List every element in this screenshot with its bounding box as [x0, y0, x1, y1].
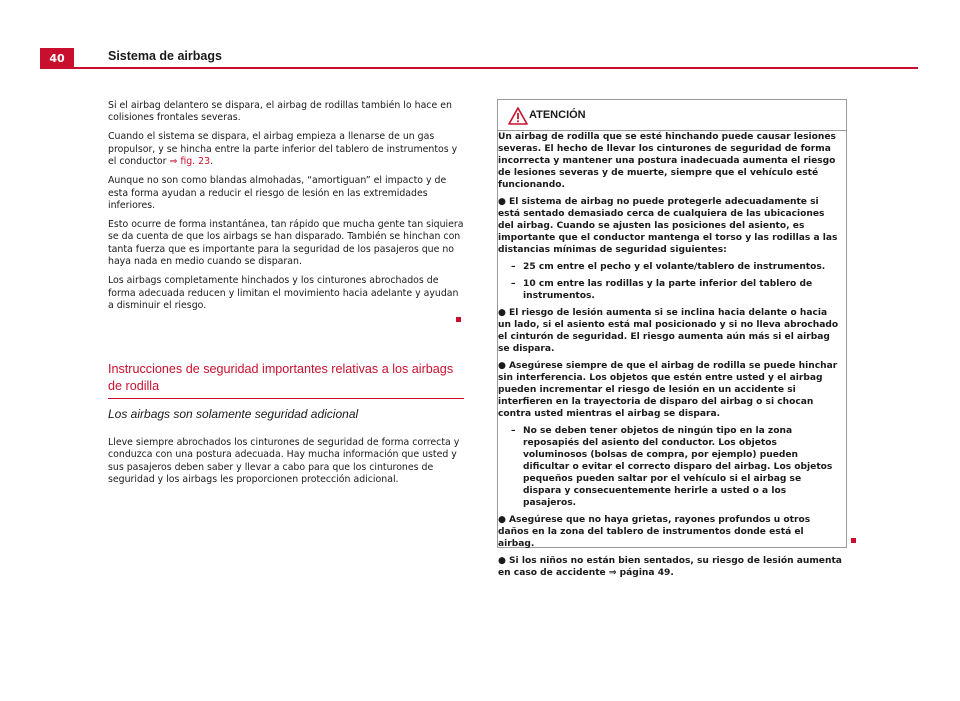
paragraph: Los airbags completamente hinchados y los cinturones abrochados de forma adecuada reducen y limitan el movimiento hacia adelante y ayudan a disminuir el riesgo. — [108, 275, 459, 312]
section-subtitle: Los airbags son solamente seguridad adicional — [108, 407, 359, 421]
section-title: Instrucciones de seguridad importantes relativas a los airbags de rodilla — [108, 362, 454, 393]
paragraph — [108, 131, 464, 168]
warning-subitem — [498, 278, 842, 302]
dash-icon: – — [511, 426, 516, 436]
bullet-icon: ● — [498, 556, 506, 566]
bullet-text: El riesgo de lesión aumenta si se inclina hacia delante o hacia un lado, si el asiento está mal posicionado y si no lleva abrochado el cinturón de seguridad. El riesgo aumenta aún más si el airbag se dispara. — [498, 308, 839, 354]
section-rule — [108, 398, 464, 399]
section-body: Lleve siempre abrochados los cinturones de seguridad de forma correcta y conduzca con una postura adecuada. Hay mucha información que usted y sus pasajeros deben saber y llevar a cabo para que los cinturones de seguridad y los airbags les proporcionen protección adicional. — [108, 437, 460, 486]
paragraph: Aunque no son como blandas almohadas, “amortiguan” el impacto y de esta forma ayudan a reducir el riesgo de lesión en las extremidades inferiores. — [108, 175, 447, 212]
warning-end-marker — [851, 538, 856, 543]
warning-bullet — [498, 196, 842, 256]
bullet-icon: ● — [498, 361, 506, 371]
bullet-icon: ● — [498, 515, 506, 525]
warning-bullet — [498, 514, 842, 550]
warning-header — [498, 100, 846, 131]
subitem-text: 10 cm entre las rodillas y la parte inferior del tablero de instrumentos. — [523, 279, 813, 301]
page-link[interactable]: ⇒ página 49 — [608, 568, 671, 578]
subitem-text: No se deben tener objetos de ningún tipo en la zona reposapiés del asiento del conductor. Los objetos voluminosos (bolsas de compra, por ejemplo) pueden dificultar o evitar el correcto disparo del airbag. Los objetos pequeños pueden saltar por el vehículo si el airbag se dispara y consecuentemente herirle a usted o a los pasajeros. — [523, 426, 833, 508]
warning-bullet — [498, 555, 842, 579]
intro-text — [108, 100, 464, 319]
subitem-text: 25 cm entre el pecho y el volante/tablero de instrumentos. — [523, 262, 826, 272]
warning-subitem — [498, 261, 842, 273]
warning-bullet — [498, 307, 842, 355]
bullet-icon: ● — [498, 197, 506, 207]
page-header-title: Sistema de airbags — [108, 49, 222, 63]
dash-icon: – — [511, 279, 516, 289]
warning-box — [497, 99, 847, 578]
header-rule — [40, 67, 918, 69]
paragraph: Esto ocurre de forma instantánea, tan rápido que mucha gente tan siquiera se da cuenta de que los airbags se han disparado. También se hinchan con tanta fuerza que es importante para la seguridad de los pasajeros que no haya nada en medio cuando se disparan. — [108, 219, 464, 268]
warning-triangle-icon — [508, 107, 528, 125]
page-number: 40 — [40, 48, 74, 68]
paragraph: Si el airbag delantero se dispara, el airbag de rodillas también lo hace en colisiones frontales severas. — [108, 100, 452, 124]
figure-link[interactable]: ⇒ fig. 23 — [169, 156, 211, 168]
warning-label: ATENCIÓN — [529, 109, 586, 121]
warning-intro: Un airbag de rodilla que se esté hinchando puede causar lesiones severas. El hecho de llevar los cinturones de seguridad de forma incorrecta y mantener una postura inadecuada aumenta el riesgo de lesiones severas y de muerte, siempre que el vehículo esté funcionando. — [498, 132, 836, 190]
bullet-icon: ● — [498, 308, 506, 318]
bullet-text: Si los niños no están bien sentados, su riesgo de lesión aumenta en caso de accidente — [498, 556, 842, 578]
paragraph-end: . — [210, 156, 214, 168]
section-end-marker — [456, 317, 461, 322]
warning-bullet — [498, 360, 842, 420]
bullet-text: Asegúrese que no haya grietas, rayones profundos u otros daños en la zona del tablero de instrumentos donde está el airbag. — [498, 515, 811, 549]
paragraph-text: Cuando el sistema se dispara, el airbag empieza a llenarse de un gas propulsor, y se hincha entre la parte inferior del tablero de instrumentos y el conductor — [108, 131, 458, 168]
bullet-text: El sistema de airbag no puede protegerle adecuadamente si está sentado demasiado cerca de cualquiera de las ubicaciones del airbag. Cuando se ajusten las posiciones del asiento, es importante que el conductor mantenga el torso y las rodillas a las distancias mínimas de seguridad siguientes: — [498, 197, 838, 255]
bullet-text: Asegúrese siempre de que el airbag de rodilla se puede hinchar sin interferencia. Los objetos que estén entre usted y el airbag pueden incrementar el riesgo de lesión en un accidente si interfieren en la trayectoria de disparo del airbag o si chocan contra usted mientras el airbag se dispara. — [498, 361, 838, 419]
bullet-end: . — [670, 568, 674, 578]
dash-icon: – — [511, 262, 516, 272]
warning-body — [498, 131, 842, 584]
warning-subitem — [498, 425, 842, 509]
